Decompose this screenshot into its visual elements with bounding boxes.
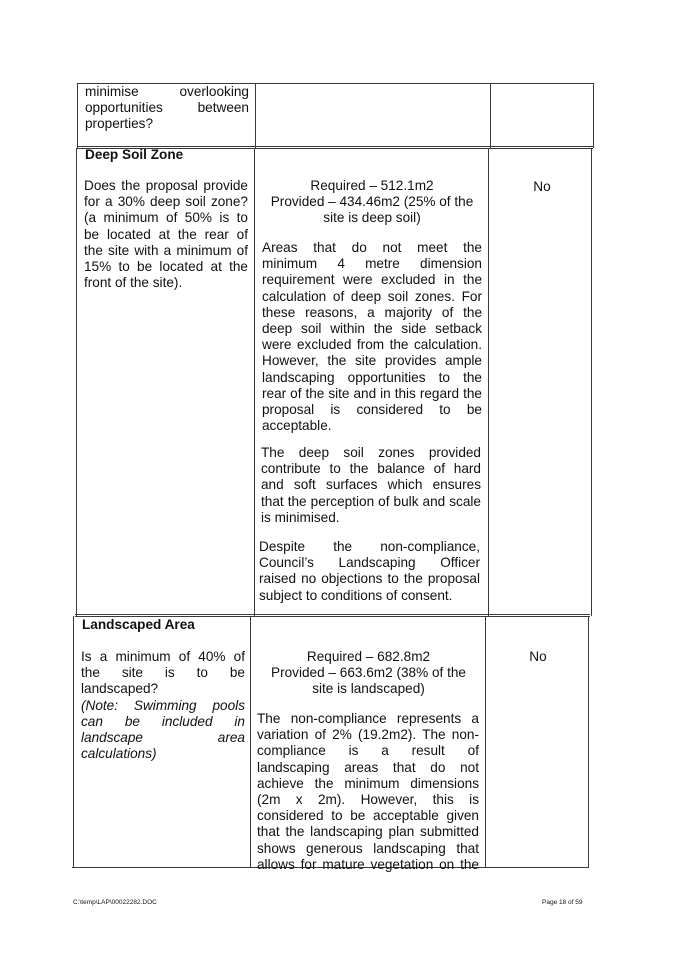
text-line: Is a minimum of 40% of: [81, 649, 245, 664]
provided-value: Provided – 663.6m2 (38% of the: [271, 665, 466, 681]
landscaped-required-provided: [258, 649, 479, 698]
text-line: landscaping opportunities to the: [262, 369, 482, 385]
row0-requirement-text: [85, 84, 249, 133]
text-line: allows for mature vegetation on the: [257, 856, 479, 872]
text-line: minimum 4 metre dimension: [262, 256, 482, 272]
text-line: considered to be acceptable given: [257, 808, 479, 824]
text-line: contribute to the balance of hard: [261, 461, 481, 477]
col-divider-2-r2: [485, 616, 486, 868]
deep-soil-required-provided: [262, 178, 482, 227]
deep-soil-heading: Deep Soil Zone: [85, 147, 184, 162]
note-line: can be included in: [81, 713, 245, 729]
text-line: that the perception of bulk and scale: [261, 493, 481, 509]
col-divider-1-r0: [255, 83, 256, 148]
landscaped-assessment-1: [257, 711, 479, 873]
col-border-right-r2: [588, 616, 589, 868]
text-line: requirement were excluded in the: [262, 272, 482, 288]
deep-soil-assessment-2: [261, 445, 481, 526]
text-line: be located at the rear of: [84, 226, 248, 242]
col-border-left-r0: [77, 83, 78, 148]
text-line: subject to conditions of consent.: [259, 587, 453, 603]
col-border-left-r2: [73, 616, 74, 868]
text-line: 15% to be located at the: [84, 259, 248, 275]
text-line: proposal is considered to be: [262, 402, 482, 418]
provided-value: site is landscaped): [312, 681, 425, 697]
text-line: opportunities between: [85, 100, 249, 116]
col-divider-2-r0: [490, 83, 491, 148]
text-line: deep soil within the side setback: [262, 321, 482, 337]
provided-value: site is deep soil): [323, 210, 421, 226]
text-line: the site with a minimum of: [84, 242, 248, 258]
required-value: Required – 682.8m2: [306, 649, 431, 664]
deep-soil-question: [84, 178, 248, 291]
text-line: shows generous landscaping that: [257, 840, 479, 856]
deep-soil-complies: No: [533, 179, 551, 194]
text-line: these reasons, a majority of the: [262, 304, 482, 320]
note-line: (Note: Swimming pools: [81, 697, 245, 713]
text-line: raised no objections to the proposal: [259, 571, 480, 587]
col-divider-1-r1: [254, 148, 255, 616]
text-line: compliance is a result of: [257, 743, 479, 759]
col-border-right-r0: [593, 83, 594, 148]
text-line: The non-compliance represents a: [257, 711, 479, 726]
text-line: landscaping areas that do not: [257, 759, 479, 775]
footer-file-path: C:\temp\LAP\00022282.DOC: [73, 899, 157, 906]
text-line: achieve the minimum dimensions: [257, 775, 479, 791]
text-line: the site is to be: [81, 665, 245, 681]
col-border-left-r1: [76, 148, 77, 616]
text-line: acceptable.: [262, 418, 332, 434]
text-line: front of the site).: [84, 275, 183, 291]
landscaped-area-heading: Landscaped Area: [82, 617, 195, 632]
text-line: and soft surfaces which ensures: [261, 477, 481, 493]
text-line: for a 30% deep soil zone?: [84, 194, 248, 210]
note-line: landscape area: [81, 730, 245, 746]
provided-value: Provided – 434.46m2 (25% of the: [270, 194, 474, 210]
text-line: However, the site provides ample: [262, 353, 482, 369]
text-line: Despite the non-compliance,: [259, 539, 480, 554]
text-line: Council’s Landscaping Officer: [259, 555, 480, 571]
text-line: The deep soil zones provided: [261, 445, 481, 460]
text-line: (a minimum of 50% is to: [84, 210, 248, 226]
deep-soil-assessment-3: [259, 539, 480, 604]
text-line: variation of 2% (19.2m2). The non-: [257, 727, 479, 743]
text-line: were excluded from the calculation.: [262, 337, 482, 353]
row-divider-2: [75, 614, 590, 615]
note-line: calculations): [81, 746, 157, 762]
footer-page-number: Page 18 of 59: [542, 899, 583, 906]
required-value: Required – 512.1m2: [310, 178, 434, 193]
text-line: (2m x 2m). However, this is: [257, 792, 479, 808]
col-divider-1-r2: [250, 616, 251, 868]
text-line: minimise overlooking: [85, 84, 249, 99]
deep-soil-assessment-1: [262, 240, 482, 434]
text-line: properties?: [85, 116, 154, 132]
col-divider-2-r1: [488, 148, 489, 616]
text-line: Does the proposal provide: [84, 178, 248, 193]
text-line: Areas that do not meet the: [262, 240, 482, 255]
text-line: landscaped?: [81, 681, 159, 697]
text-line: that the landscaping plan submitted: [257, 824, 479, 840]
landscaped-question: [81, 649, 245, 762]
landscaped-complies: No: [529, 649, 547, 664]
text-line: rear of the site and in this regard the: [262, 385, 482, 401]
col-border-right-r1: [591, 148, 592, 616]
text-line: is minimised.: [261, 509, 340, 525]
text-line: calculation of deep soil zones. For: [262, 288, 482, 304]
